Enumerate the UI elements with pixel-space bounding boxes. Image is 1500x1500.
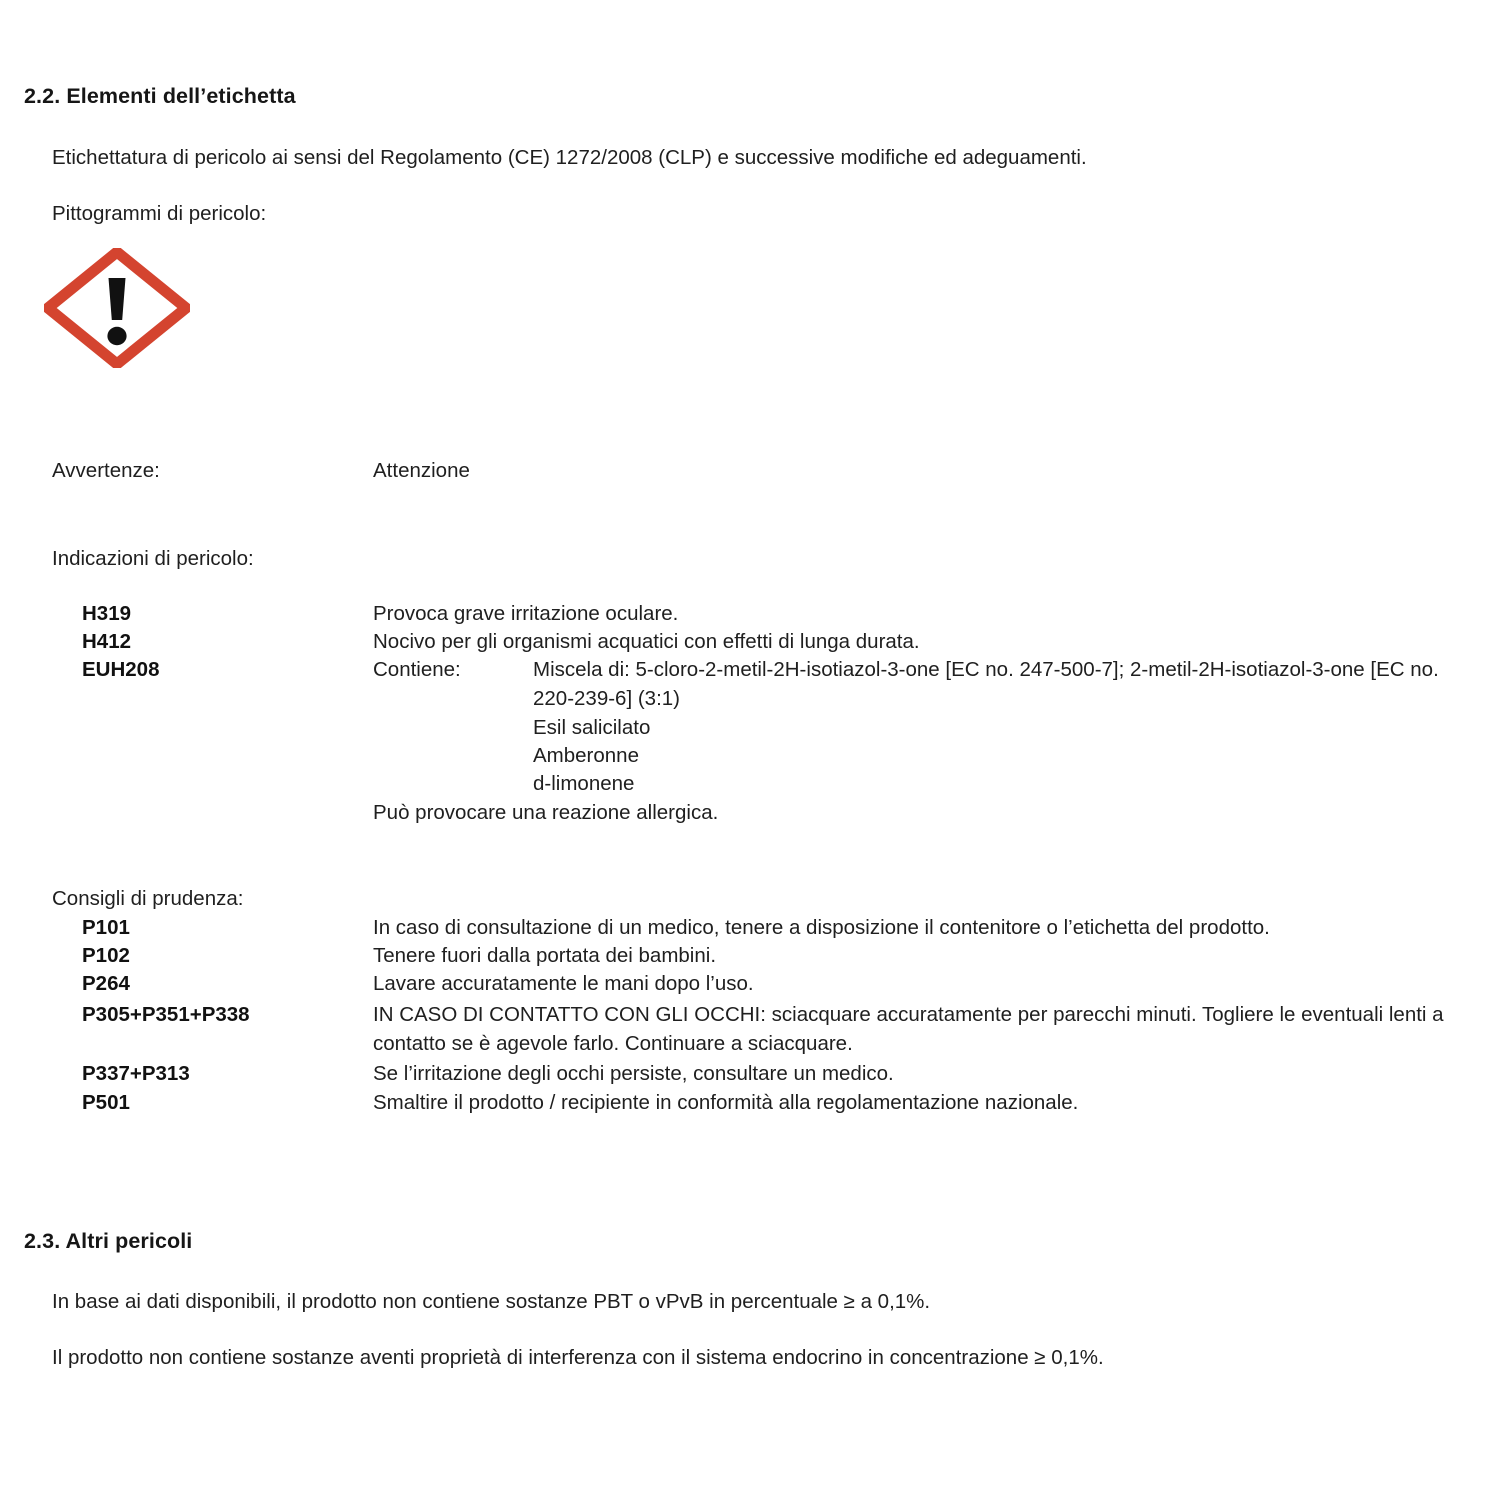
signal-word-label: Avvertenze: [52,459,160,482]
precautionary-code-p264: P264 [82,972,130,995]
precautionary-text-p305-p351-p338: IN CASO DI CONTATTO CON GLI OCCHI: sciacquare accuratamente per parecchi minuti. Togliere le eventuali lenti a contatto se è agevole farlo. Continuare a sciacquare. [373,1003,1444,1055]
hazard-text-h319: Provoca grave irritazione oculare. [373,602,679,625]
precautionary-text-p101: In caso di consultazione di un medico, tenere a disposizione il contenitore o l’etichetta del prodotto. [373,916,1270,939]
signal-word-value: Attenzione [373,459,470,482]
hazard-text-h412: Nocivo per gli organismi acquatici con effetti di lunga durata. [373,630,920,653]
section-heading-2-2: 2.2. Elementi dell’etichetta [24,84,296,108]
euh208-contains-item-d-limonene: d-limonene [533,772,635,795]
euh208-allergic-reaction-note: Può provocare una reazione allergica. [373,801,719,824]
other-hazards-paragraph-endocrine: Il prodotto non contiene sostanze aventi proprietà di interferenza con il sistema endocrino in concentrazione ≥ 0,1%. [52,1346,1104,1369]
precautionary-code-p501: P501 [82,1091,130,1114]
precautionary-statements-label: Consigli di prudenza: [52,887,244,910]
precautionary-text-p102: Tenere fuori dalla portata dei bambini. [373,944,717,967]
hazard-code-h319: H319 [82,602,132,625]
hazard-text-euh208-contiene: Contiene: [373,658,461,681]
precautionary-code-p102: P102 [82,944,130,967]
euh208-contains-item-esil-salicilato: Esil salicilato [533,716,651,739]
precautionary-code-p305-p351-p338: P305+P351+P338 [82,1003,250,1026]
euh208-contains-item-amberonne: Amberonne [533,744,639,767]
precautionary-code-p101: P101 [82,916,130,939]
other-hazards-paragraph-pbt: In base ai dati disponibili, il prodotto non contiene sostanze PBT o vPvB in percentuale ≥ a 0,1%. [52,1290,931,1313]
precautionary-text-p337-p313: Se l’irritazione degli occhi persiste, consultare un medico. [373,1062,894,1085]
precautionary-text-p501: Smaltire il prodotto / recipiente in conformità alla regolamentazione nazionale. [373,1091,1079,1114]
pictograms-label: Pittogrammi di pericolo: [52,202,267,225]
ghs07-exclamation-pictogram [44,248,190,368]
hazard-statements-label: Indicazioni di pericolo: [52,547,254,570]
hazard-code-euh208: EUH208 [82,658,160,681]
precautionary-code-p337-p313: P337+P313 [82,1062,190,1085]
exclamation-mark-icon [44,248,190,368]
hazard-code-h412: H412 [82,630,132,653]
precautionary-text-p264: Lavare accuratamente le mani dopo l’uso. [373,972,754,995]
labelling-intro-paragraph: Etichettatura di pericolo ai sensi del Regolamento (CE) 1272/2008 (CLP) e successive modifiche ed adeguamenti. [52,146,1087,169]
section-heading-2-3: 2.3. Altri pericoli [24,1229,193,1253]
euh208-contains-item-mixture: Miscela di: 5-cloro-2-metil-2H-isotiazol-3-one [EC no. 247-500-7]; 2-metil-2H-isotiazol-3-one [EC no. 220-239-6] (3:1) [533,658,1439,710]
